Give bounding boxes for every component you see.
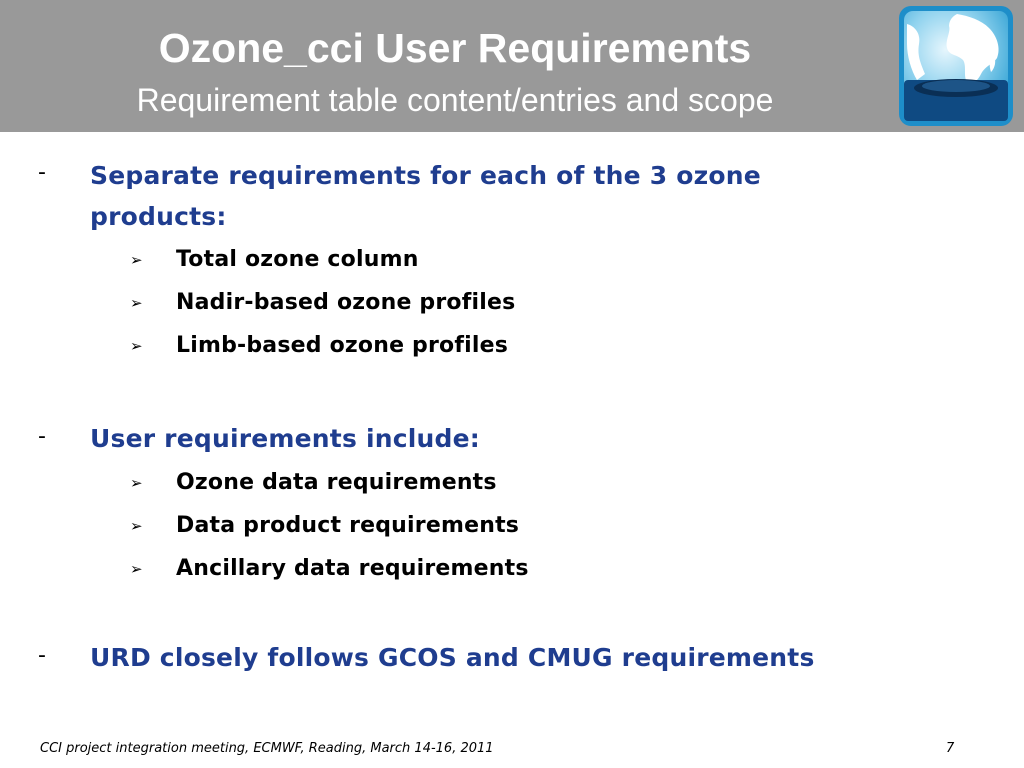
arrow-bullet-icon: ➢ xyxy=(130,560,143,578)
slide-title: Ozone_cci User Requirements xyxy=(158,25,752,71)
sub-item-limb-profiles: Limb-based ozone profiles xyxy=(176,333,509,358)
arrow-bullet-icon: ➢ xyxy=(130,337,143,355)
arrow-bullet-icon: ➢ xyxy=(130,251,143,269)
sub-item-nadir-profiles: Nadir-based ozone profiles xyxy=(176,290,516,315)
arrow-bullet-icon: ➢ xyxy=(130,294,143,312)
slide-subtitle: Requirement table content/entries and scope xyxy=(136,82,774,118)
bullet-urd-follows: URD closely follows GCOS and CMUG requirements xyxy=(90,643,815,672)
arrow-bullet-icon: ➢ xyxy=(130,517,143,535)
sub-item-ancillary-data: Ancillary data requirements xyxy=(176,556,529,581)
bullet-marker: - xyxy=(38,643,46,668)
bullet-separate-requirements-line1: Separate requirements for each of the 3 ozone xyxy=(90,161,761,190)
bullet-marker: - xyxy=(38,160,46,185)
bullet-user-requirements: User requirements include: xyxy=(90,424,480,453)
bullet-marker: - xyxy=(38,424,46,449)
page-number: 7 xyxy=(946,741,955,756)
slide-header xyxy=(0,0,1024,132)
arrow-bullet-icon: ➢ xyxy=(130,474,143,492)
sub-item-ozone-data: Ozone data requirements xyxy=(176,470,497,495)
sub-item-data-product: Data product requirements xyxy=(176,513,520,538)
globe-logo-icon xyxy=(897,4,1015,128)
bullet-separate-requirements-line2: products: xyxy=(90,202,227,231)
footer-meeting-info: CCI project integration meeting, ECMWF, Reading, March 14-16, 2011 xyxy=(40,741,494,756)
sub-item-total-ozone-column: Total ozone column xyxy=(176,247,419,272)
